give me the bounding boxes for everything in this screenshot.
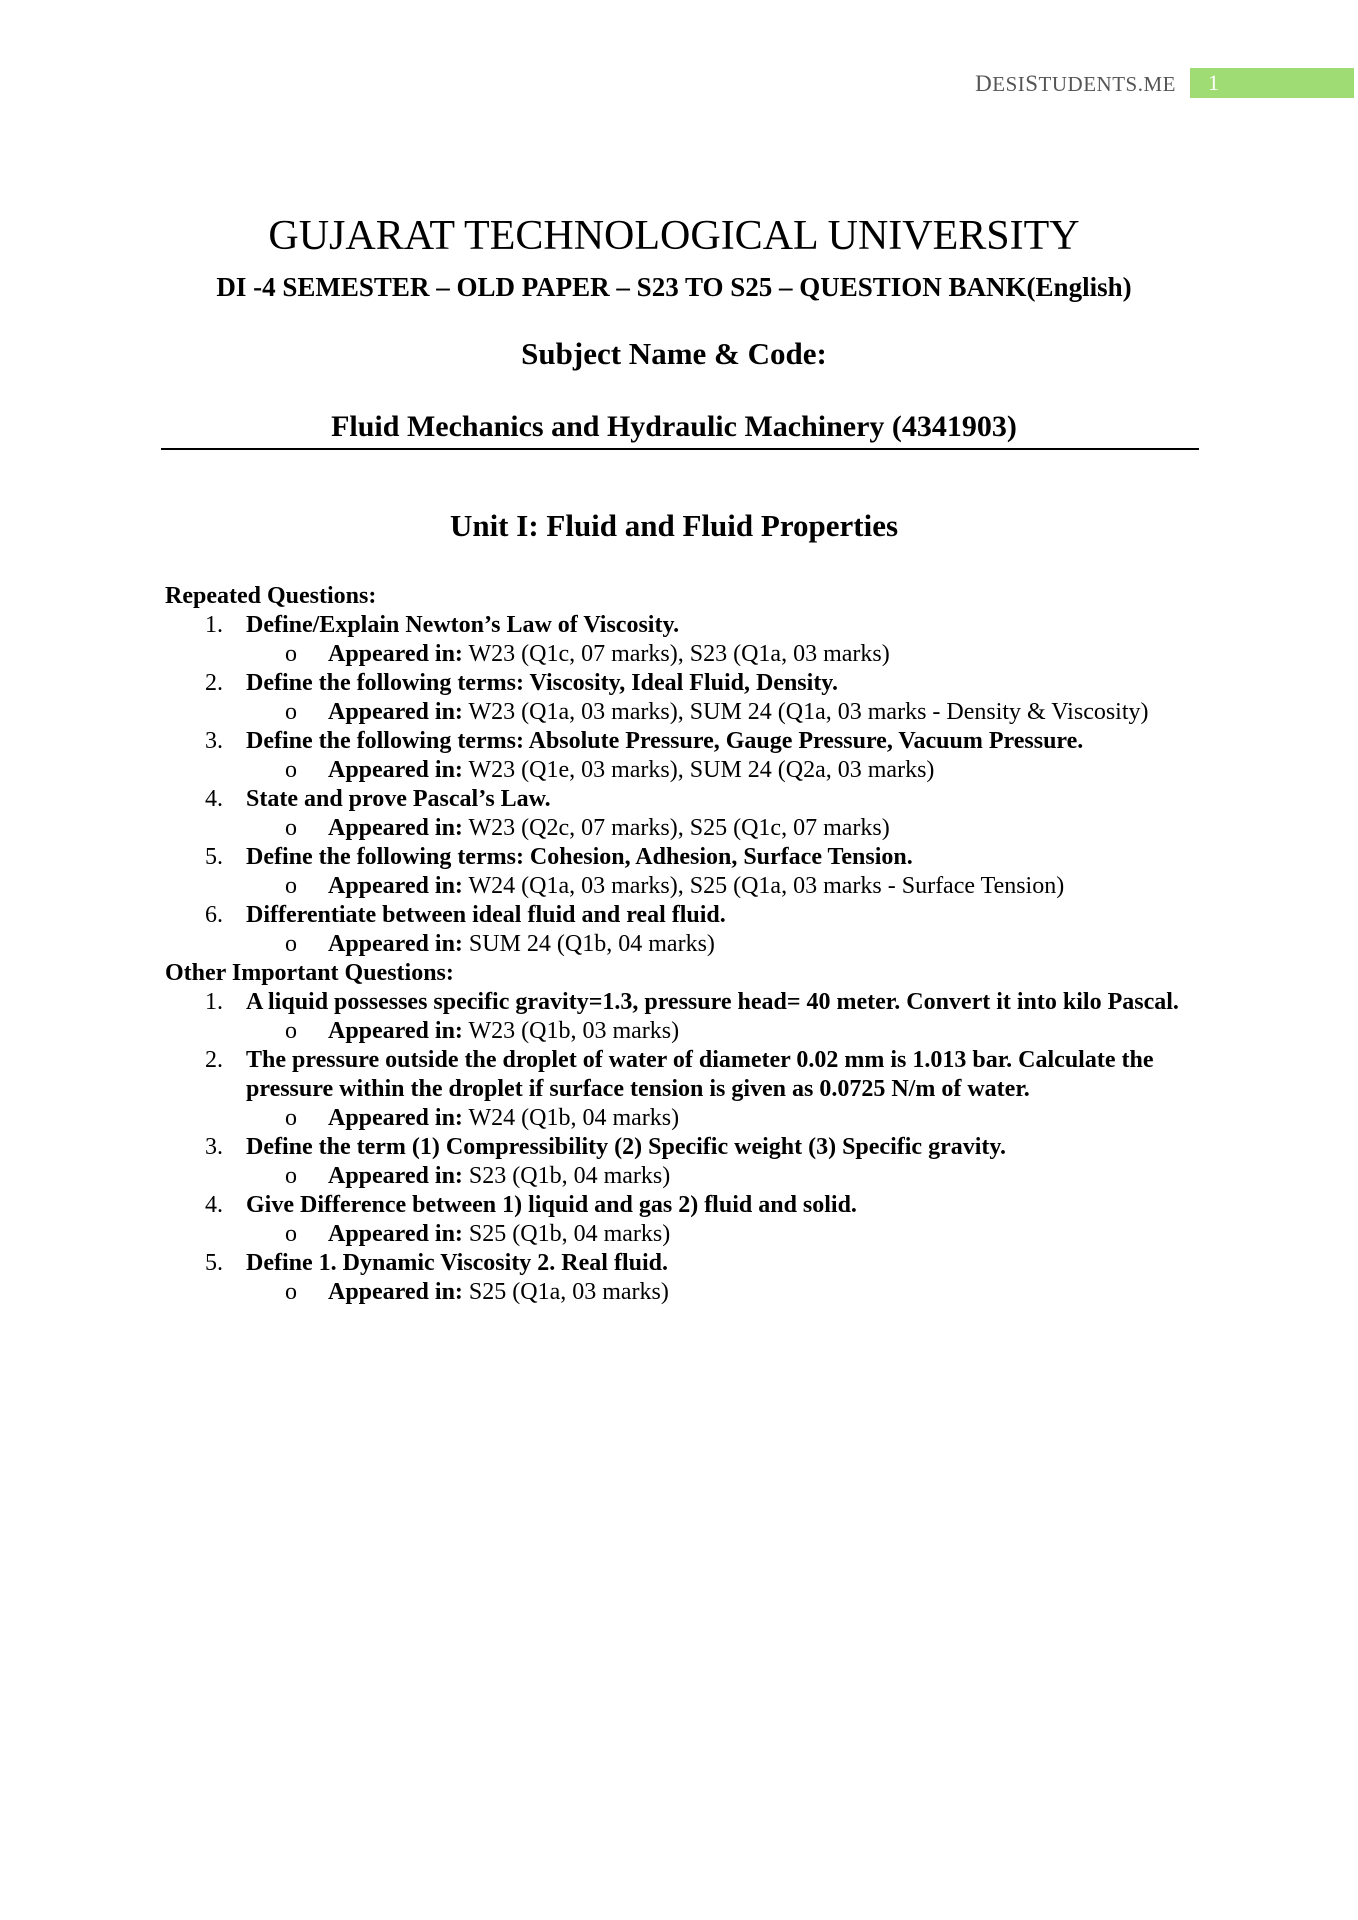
bullet: o [285,1279,297,1305]
appeared-in-line [165,698,1205,727]
bullet: o [285,931,297,957]
appeared-label: Appeared in: [328,815,463,841]
appeared-value: S23 (Q1b, 04 marks) [468,1163,671,1189]
appeared-label: Appeared in: [328,699,463,725]
appeared-label: Appeared in: [328,1221,463,1247]
question-number: 4. [205,1192,223,1218]
question-number: 4. [205,786,223,812]
question-text: Define the following terms: Absolute Pressure, Gauge Pressure, Vacuum Pressure. [246,728,1084,754]
appeared-label: Appeared in: [328,1163,463,1189]
bullet: o [285,699,297,725]
appeared-label: Appeared in: [328,931,463,957]
appeared-label: Appeared in: [328,1279,463,1305]
repeated-heading: Repeated Questions: [165,583,377,609]
question-text: State and prove Pascal’s Law. [246,786,551,812]
appeared-value: W23 (Q1e, 03 marks), SUM 24 (Q2a, 03 marks) [468,757,935,783]
bullet: o [285,1163,297,1189]
question-item [165,988,1205,1017]
appeared-value: W23 (Q1a, 03 marks), SUM 24 (Q1a, 03 marks - Density & Viscosity) [468,699,1149,725]
appeared-in-line [165,930,1205,959]
question-text: Define the following terms: Viscosity, Ideal Fluid, Density. [246,670,838,696]
question-number: 6. [205,902,223,928]
appeared-in-line [165,1162,1205,1191]
appeared-in-line [165,1278,1205,1307]
appeared-value: W23 (Q2c, 07 marks), S25 (Q1c, 07 marks) [468,815,890,841]
appeared-value: W23 (Q1c, 07 marks), S23 (Q1a, 03 marks) [468,641,890,667]
appeared-label: Appeared in: [328,873,463,899]
appeared-label: Appeared in: [328,641,463,667]
appeared-in-line [165,756,1205,785]
question-text: Define the term (1) Compressibility (2) Specific weight (3) Specific gravity. [246,1134,1007,1160]
unit-title: Unit I: Fluid and Fluid Properties [449,508,899,543]
appeared-value: W23 (Q1b, 03 marks) [468,1018,680,1044]
appeared-value: S25 (Q1a, 03 marks) [468,1279,669,1305]
site-name: DESISTUDENTS.ME [975,71,1176,96]
bullet: o [285,1105,297,1131]
other-questions-list [165,988,1205,1307]
appeared-value: S25 (Q1b, 04 marks) [468,1221,671,1247]
repeated-questions-list [165,611,1205,959]
question-number: 3. [205,728,223,754]
question-text: Define the following terms: Cohesion, Adhesion, Surface Tension. [246,844,913,870]
bullet: o [285,873,297,899]
divider-line [161,448,1199,450]
appeared-label: Appeared in: [328,1018,463,1044]
appeared-value: W24 (Q1b, 04 marks) [468,1105,680,1131]
question-number: 5. [205,844,223,870]
bullet: o [285,641,297,667]
question-number: 5. [205,1250,223,1276]
question-number: 2. [205,670,223,696]
appeared-value: SUM 24 (Q1b, 04 marks) [468,931,715,957]
document-subtitle: DI -4 SEMESTER – OLD PAPER – S23 TO S25 – QUESTION BANK(English) [216,272,1132,302]
question-number: 2. [205,1047,223,1073]
question-number: 1. [205,612,223,638]
appeared-in-line [165,1220,1205,1249]
university-title: GUJARAT TECHNOLOGICAL UNIVERSITY [268,213,1080,259]
question-item [165,727,1205,756]
question-text: Differentiate between ideal fluid and real fluid. [246,902,726,928]
bullet: o [285,815,297,841]
appeared-in-line [165,872,1205,901]
subject-label: Subject Name & Code: [521,336,827,371]
question-item [165,843,1205,872]
question-text: Define 1. Dynamic Viscosity 2. Real fluid. [246,1250,668,1276]
question-number: 3. [205,1134,223,1160]
appeared-label: Appeared in: [328,1105,463,1131]
question-bank [165,582,1205,1307]
question-item [165,1046,1205,1104]
question-text: Define/Explain Newton’s Law of Viscosity. [246,612,680,638]
other-heading: Other Important Questions: [165,960,454,986]
question-item [165,1191,1205,1220]
bullet: o [285,757,297,783]
appeared-label: Appeared in: [328,757,463,783]
appeared-in-line [165,1017,1205,1046]
question-item [165,1249,1205,1278]
question-number: 1. [205,989,223,1015]
question-text: The pressure outside the droplet of water of diameter 0.02 mm is 1.013 bar. Calculate the pressure within the droplet if surface tension is given as 0.0725 N/m of water. [246,1047,1154,1102]
question-text: Give Difference between 1) liquid and gas 2) fluid and solid. [246,1192,857,1218]
bullet: o [285,1221,297,1247]
page-number: 1 [1190,68,1354,98]
appeared-in-line [165,814,1205,843]
bullet: o [285,1018,297,1044]
appeared-in-line [165,640,1205,669]
question-item [165,611,1205,640]
question-item [165,785,1205,814]
question-item [165,1133,1205,1162]
appeared-in-line [165,1104,1205,1133]
question-text: A liquid possesses specific gravity=1.3, pressure head= 40 meter. Convert it into kilo Pascal. [246,989,1179,1015]
question-item [165,901,1205,930]
question-item [165,669,1205,698]
appeared-value: W24 (Q1a, 03 marks), S25 (Q1a, 03 marks - Surface Tension) [468,873,1065,899]
subject-name: Fluid Mechanics and Hydraulic Machinery (4341903) [331,410,1017,443]
